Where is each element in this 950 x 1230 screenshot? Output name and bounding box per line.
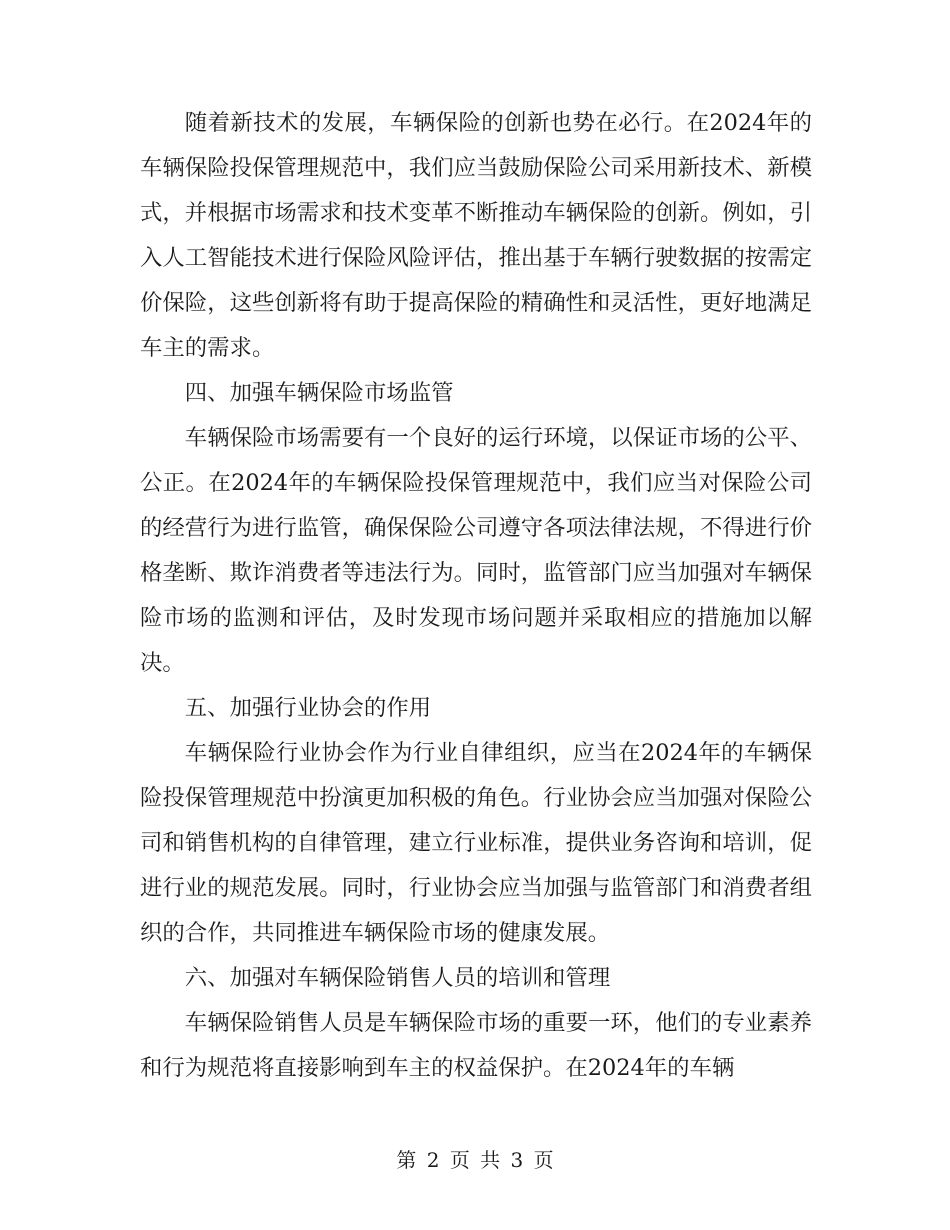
document-body xyxy=(140,101,812,1091)
section-heading-4: 四、加强车辆保险市场监管 xyxy=(184,380,454,406)
paragraph-industry-association: 车辆保险行业协会作为行业自律组织，应当在2024年的车辆保险投保管理规范中扮演更加积极的角色。行业协会应当加强对保险公司和销售机构的自律管理，建立行业标准，提供业务咨询和培训，促进行业的规范发展。同时，行业协会应当加强与监管部门和消费者组织的合作，共同推进车辆保险市场的健康发展。 xyxy=(140,740,812,946)
paragraph-innovation: 随着新技术的发展，车辆保险的创新也势在必行。在2024年的车辆保险投保管理规范中，我们应当鼓励保险公司采用新技术、新模式，并根据市场需求和技术变革不断推动车辆保险的创新。例如，引入人工智能技术进行保险风险评估，推出基于车辆行驶数据的按需定价保险，这些创新将有助于提高保险的精确性和灵活性，更好地满足车主的需求。 xyxy=(140,110,812,361)
paragraph-sales-staff: 车辆保险销售人员是车辆保险市场的重要一环，他们的专业素养和行为规范将直接影响到车主的权益保护。在2024年的车辆 xyxy=(140,1010,812,1081)
section-heading-5: 五、加强行业协会的作用 xyxy=(184,695,432,721)
section-heading-6: 六、加强对车辆保险销售人员的培训和管理 xyxy=(184,965,611,991)
page-number-footer: 第 2 页 共 3 页 xyxy=(396,1148,554,1172)
paragraph-market-supervision: 车辆保险市场需要有一个良好的运行环境，以保证市场的公平、公正。在2024年的车辆保险投保管理规范中，我们应当对保险公司的经营行为进行监管，确保保险公司遵守各项法律法规，不得进行价格垄断、欺诈消费者等违法行为。同时，监管部门应当加强对车辆保险市场的监测和评估，及时发现市场问题并采取相应的措施加以解决。 xyxy=(140,425,812,676)
